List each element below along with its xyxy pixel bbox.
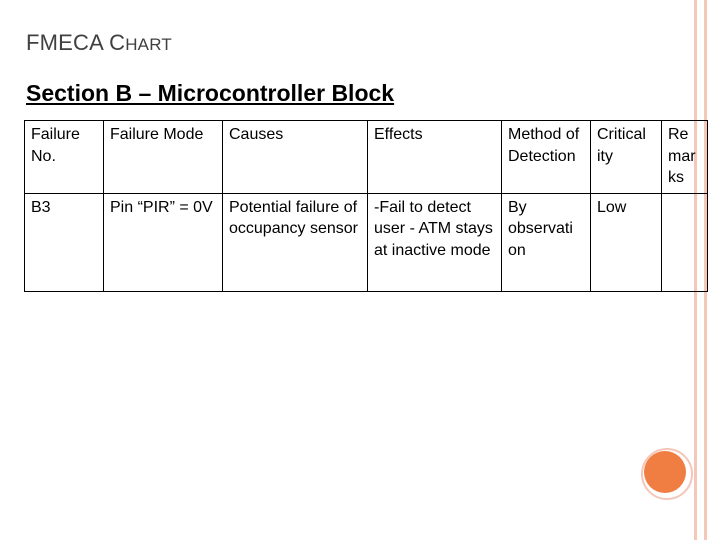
header-failure-mode: Failure Mode bbox=[104, 121, 223, 194]
header-causes: Causes bbox=[223, 121, 368, 194]
header-criticality: Critical ity bbox=[591, 121, 662, 194]
section-heading: Section B – Microcontroller Block bbox=[26, 80, 395, 106]
header-effects: Effects bbox=[368, 121, 502, 194]
slide-title bbox=[26, 30, 172, 56]
header-failure-no: Failure No. bbox=[25, 121, 104, 194]
cell-effects: -Fail to detect user - ATM stays at inactive mode bbox=[368, 193, 502, 291]
cell-criticality: Low bbox=[591, 193, 662, 291]
cell-remarks bbox=[662, 193, 708, 291]
header-method-of-detection: Method of Detection bbox=[502, 121, 591, 194]
cell-method-of-detection: By observati on bbox=[502, 193, 591, 291]
fmeca-table bbox=[24, 120, 708, 292]
table-row bbox=[25, 193, 708, 291]
decorative-circle bbox=[644, 451, 686, 493]
table-header-row bbox=[25, 121, 708, 194]
cell-causes: Potential failure of occupancy sensor bbox=[223, 193, 368, 291]
cell-failure-mode: Pin “PIR” = 0V bbox=[104, 193, 223, 291]
cell-failure-no: B3 bbox=[25, 193, 104, 291]
header-remarks: Re mar ks bbox=[662, 121, 708, 194]
slide-title-initial: FMECA C bbox=[26, 30, 126, 55]
slide-title-rest: HART bbox=[125, 35, 172, 54]
